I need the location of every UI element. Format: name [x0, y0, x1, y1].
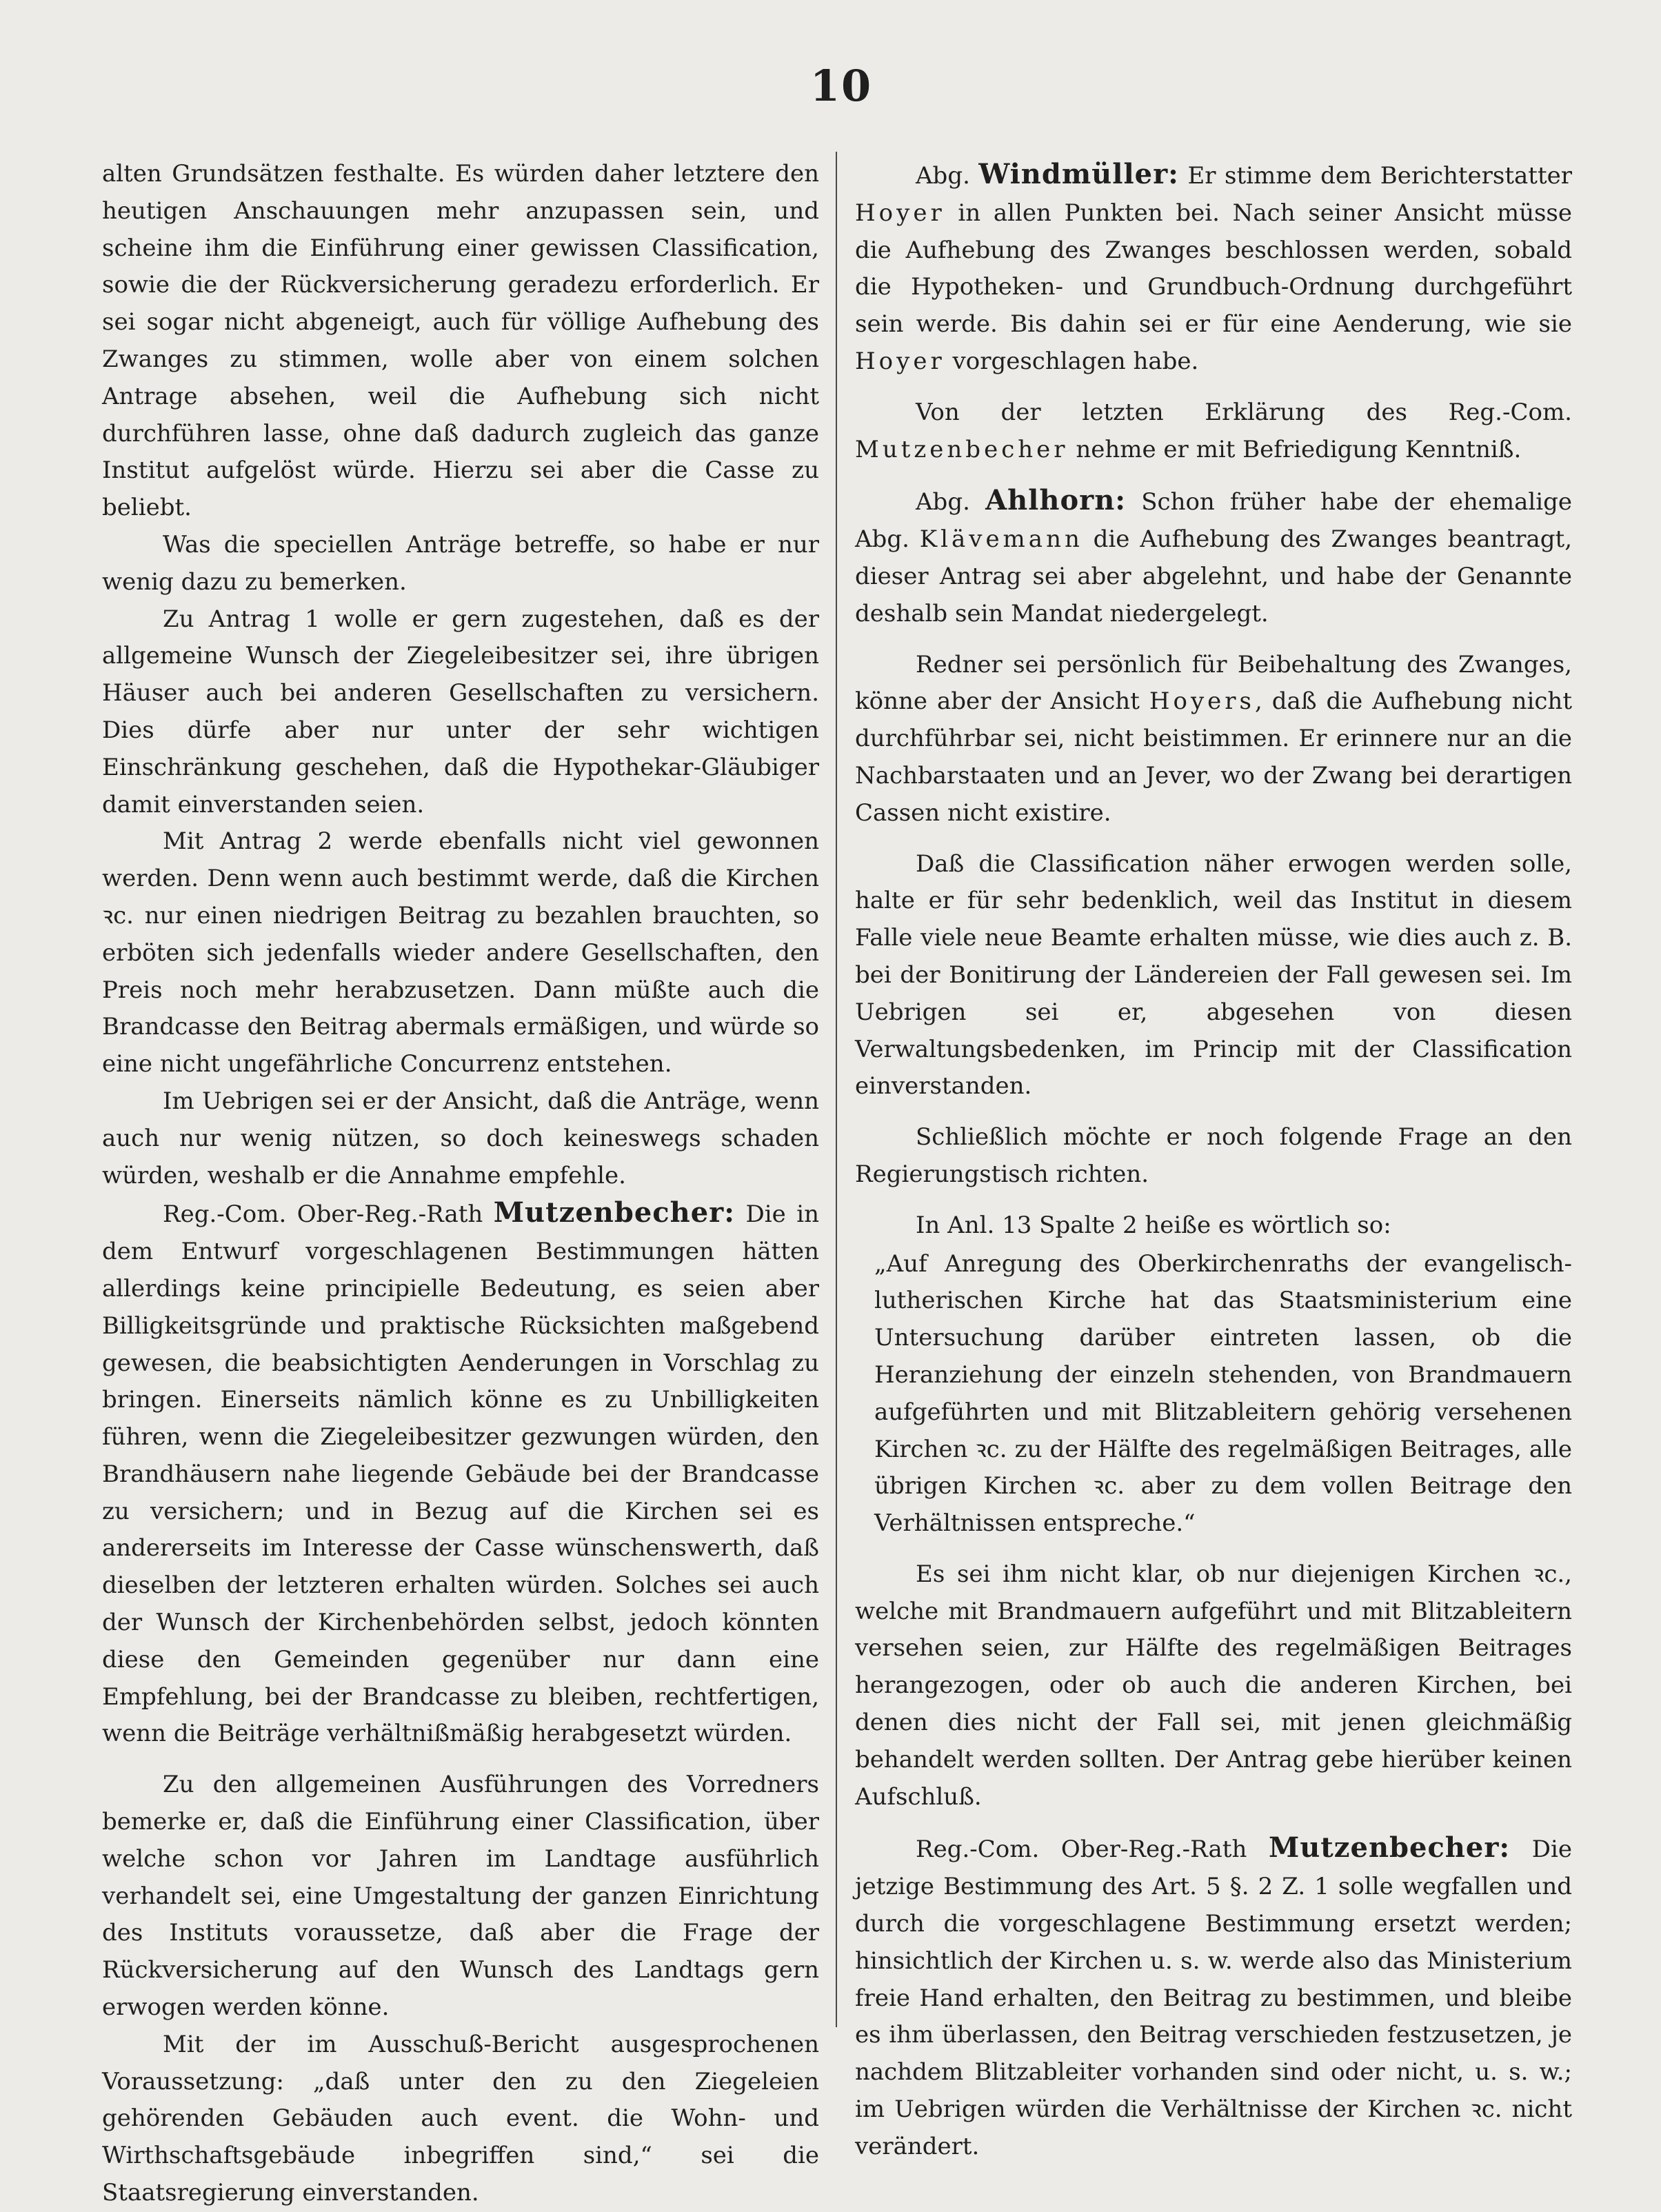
paragraph: Mit Antrag 2 werde ebenfalls nicht viel gewonnen werden. Denn wenn auch bestimmt werde, daß die Kirchen ꝛc. nur einen niedrigen Beitrag zu bezahlen brauchten, so erböten sich jedenfalls wieder andere Gesellschaften, den Preis noch mehr herabzusetzen. Dann müßte auch die Brandcasse den Beitrag abermals ermäßigen, und würde so eine nicht ungefährliche Concurrenz entstehen. [102, 827, 819, 1078]
quotation: „Auf Anregung des Oberkirchenraths der evangelisch-lutherischen Kirche hat das Staatsministerium eine Untersuchung darüber eintreten lassen, ob die Heranziehung der einzeln stehenden, von Brandmauern aufgeführten und mit Blitzableitern gehörig versehenen Kirchen ꝛc. zu der Hälfte des regelmäßigen Beitrages, alle übrigen Kirchen ꝛc. aber zu dem vollen Beitrage den Verhältnissen entspreche.“ [874, 1249, 1572, 1538]
paragraph: In Anl. 13 Spalte 2 heiße es wörtlich so: [916, 1211, 1391, 1239]
speech-paragraph [855, 1829, 1572, 2165]
speech-text: Redner sei persönlich für Beibehaltung des Zwanges, könne aber der Ansicht [855, 650, 1572, 716]
paragraph: Zu den allgemeinen Ausführungen des Vorredners bemerke er, daß die Einführung einer Classification, über welche schon vor Jahren im Landtage ausführlich verhandelt sei, eine Umgestaltung der ganzen Einrichtung des Instituts voraussetze, daß aber die Frage der Rückversicherung auf den Wunsch des Landtags gern erwogen werden könne. [102, 1771, 819, 2022]
speech-paragraph [855, 482, 1572, 632]
speech-text: vorgeschlagen habe. [952, 347, 1199, 375]
person-name: Mutzenbecher [855, 435, 1069, 463]
speech-text: Schon früher habe der ehemalige Abg. [855, 488, 1572, 554]
paragraph: Mit der im Ausschuß-Bericht ausgesprochenen Voraussetzung: „daß unter den zu den Ziegeleien gehörenden Gebäuden auch event. die Wohn- und Wirthschaftsgebäude inbegriffen sind,“ sei die Staatsregierung einverstanden. [102, 2030, 819, 2207]
page-number: 10 [809, 61, 873, 111]
paragraph [855, 394, 1572, 469]
person-name: Hoyer [855, 199, 945, 227]
person-name: Hoyer [855, 347, 945, 375]
paragraph: alten Grundsätzen festhalte. Es würden daher letztere den heutigen Anschauungen mehr anzupassen sein, und scheine ihm die Einführung einer gewissen Classification, sowie die der Rückversicherung geradezu erforderlich. Er sei sogar nicht abgeneigt, auch für völlige Aufhebung des Zwanges zu stimmen, wolle aber von einem solchen Antrage absehen, weil die Aufhebung sich nicht durchführen lasse, ohne daß dadurch zugleich das ganze Institut aufgelöst würde. Hierzu sei aber die Casse zu beliebt. [102, 160, 819, 522]
paragraph: Zu Antrag 1 wolle er gern zugestehen, daß es der allgemeine Wunsch der Ziegeleibesitzer sei, ihre übrigen Häuser auch bei anderen Gesellschaften zu versichern. Dies dürfe aber nur unter der sehr wichtigen Einschränkung geschehen, daß die Hypothekar-Gläubiger damit einverstanden seien. [102, 605, 819, 818]
speech-text: Von der letzten Erklärung des Reg.-Com. [916, 398, 1572, 426]
speaker-name: Mutzenbecher: [493, 1196, 736, 1229]
paragraph: Daß die Classification näher erwogen werden solle, halte er für sehr bedenklich, weil das Institut in diesem Falle viele neue Beamte erhalten müsse, wie dies auch z. B. bei der Bonitirung der Ländereien der Fall gewesen sei. Im Uebrigen sei er, abgesehen von diesen Verwaltungsbedenken, im Princip mit der Classification einverstanden. [855, 849, 1572, 1100]
speaker-title: Reg.-Com. Ober-Reg.-Rath [916, 1836, 1247, 1864]
paragraph: Schließlich möchte er noch folgende Frage an den Regierungstisch richten. [855, 1123, 1572, 1188]
speech-text: nehme er mit Befriedigung Kenntniß. [1076, 435, 1522, 463]
person-name: Hoyers [1149, 687, 1255, 716]
paragraph [855, 647, 1572, 832]
speech-text: die Aufhebung des Zwanges beantragt, dieser Antrag sei aber abgelehnt, und habe der Genannte deshalb sein Mandat niedergelegt. [855, 525, 1573, 627]
speaker-title: Reg.-Com. Ober-Reg.-Rath [163, 1200, 483, 1229]
speaker-name: Mutzenbecher: [1268, 1831, 1511, 1864]
speech-paragraph [855, 156, 1572, 381]
speech-paragraph [102, 1194, 819, 1753]
speech-text: Die jetzige Bestimmung des Art. 5 §. 2 Z. 1 solle wegfallen und durch die vorgeschlagene Bestimmung ersetzt werden; hinsichtlich der Kirchen u. s. w. werde also das Ministerium freie Hand erhalten, den Beitrag zu bestimmen, und bleibe es ihm überlassen, den Beitrag verschieden festzusetzen, je nachdem Blitzableiter vorhanden sind oder nicht, u. s. w.; im Uebrigen würden die Verhältnisse der Kirchen ꝛc. nicht verändert. [855, 1836, 1572, 2160]
speech-text: Die in dem Entwurf vorgeschlagenen Bestimmungen hätten allerdings keine principielle Bedeutung, es seien aber Billigkeitsgründe und praktische Rücksichten maßgebend gewesen, die beabsichtigten Aenderungen in Vorschlag zu bringen. Einerseits nämlich könne es zu Unbilligkeiten führen, wenn die Ziegeleibesitzer gezwungen würden, den Brandhäusern nahe liegende Gebäude bei der Brandcasse zu versichern; und in Bezug auf die Kirchen sei es andererseits im Interesse der Casse wünschenswerth, daß dieselben der letzteren erhalten würden. Solches sei auch der Wunsch der Kirchenbehörden selbst, jedoch könnten diese den Gemeinden gegenüber nur dann eine Empfehlung, bei der Brandcasse zu bleiben, rechtfertigen, wenn die Beiträge verhältnißmäßig herabgesetzt würden. [102, 1200, 820, 1748]
speech-text: Er stimme dem Berichterstatter [1187, 162, 1573, 190]
speech-text: in allen Punkten bei. Nach seiner Ansicht müsse die Aufhebung des Zwanges beschlossen werden, sobald die Hypotheken- und Grundbuch-Ordnung durchgeführt sein werde. Bis dahin sei er für eine Aenderung, wie sie [855, 199, 1572, 339]
speaker-title: Abg. [916, 488, 970, 516]
column-divider [836, 152, 837, 2027]
paragraph: Es sei ihm nicht klar, ob nur diejenigen Kirchen ꝛc., welche mit Brandmauern aufgeführt und mit Blitzableitern versehen seien, zur Hälfte des regelmäßigen Beitrages herangezogen, oder ob auch die anderen Kirchen, bei denen dies nicht der Fall sei, mit jenen gleichmäßig behandelt werden sollten. Der Antrag gebe hierüber keinen Aufschluß. [855, 1560, 1572, 1811]
speaker-name: Windmüller: [978, 158, 1179, 190]
speech-text: , daß die Aufhebung nicht durchführbar sei, nicht beistimmen. Er erinnere nur an die Nachbarstaaten und an Jever, wo der Zwang bei derartigen Cassen nicht existire. [855, 687, 1572, 827]
right-column [855, 156, 1573, 2160]
paragraph: Was die speciellen Anträge betreffe, so habe er nur wenig dazu zu bemerken. [102, 530, 819, 596]
speaker-name: Ahlhorn: [985, 484, 1127, 517]
left-column [102, 156, 820, 2207]
speaker-title: Abg. [916, 162, 970, 190]
paragraph: Im Uebrigen sei er der Ansicht, daß die Anträge, wenn auch nur wenig nützen, so doch keineswegs schaden würden, weshalb er die Annahme empfehle. [102, 1087, 819, 1189]
person-name: Klävemann [919, 525, 1083, 554]
